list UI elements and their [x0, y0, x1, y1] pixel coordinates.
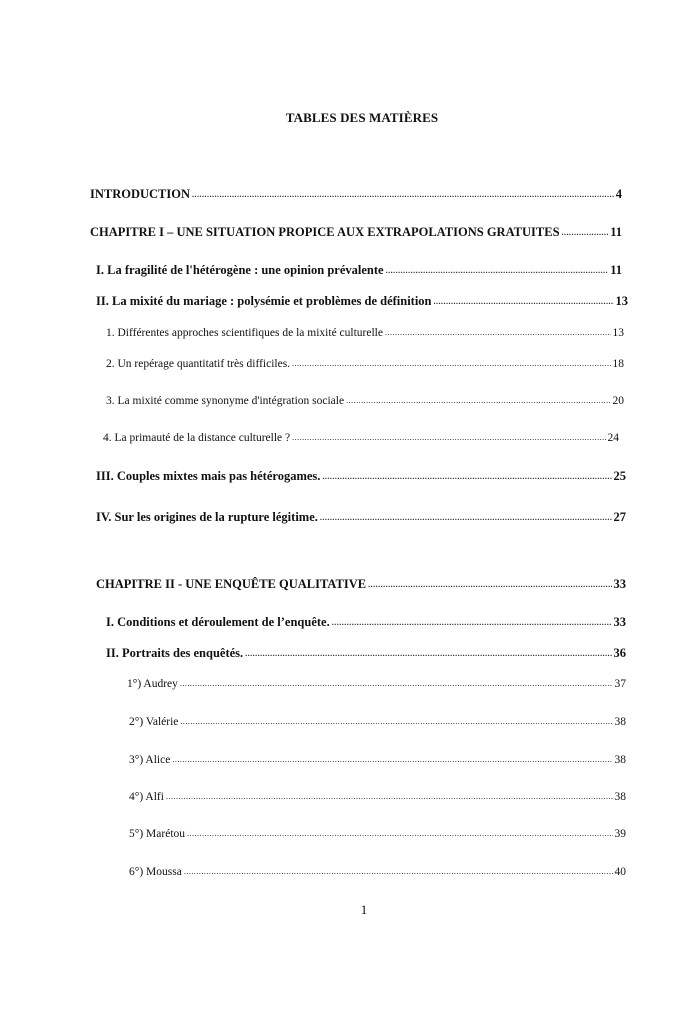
dot-leader [346, 393, 610, 409]
toc-entry-page: 33 [613, 577, 626, 591]
toc-entry-page: 11 [610, 225, 622, 239]
toc-entry-section-2-1 [106, 614, 626, 632]
toc-entry-page: 13 [615, 294, 628, 308]
toc-entry-page: 37 [614, 678, 626, 690]
dot-leader [368, 577, 611, 593]
toc-entry-section-1-2 [96, 293, 628, 311]
toc-entry-section-2-2 [106, 645, 626, 663]
toc-entry-portrait-moussa [129, 864, 626, 881]
toc-entry-label: CHAPITRE I – UNE SITUATION PROPICE AUX EXTRAPOLATIONS GRATUITES [90, 225, 560, 239]
dot-leader [184, 864, 613, 880]
toc-entry-portrait-audrey [127, 676, 626, 693]
toc-title: TABLES DES MATIÈRES [285, 110, 439, 125]
dot-leader [180, 714, 612, 730]
toc-entry-label: 4°) Alfi [129, 791, 164, 803]
toc-entry-section-1-4 [96, 509, 626, 527]
dot-leader [172, 752, 612, 768]
toc-entry-subsection-2 [106, 356, 624, 373]
toc-entry-chapitre-1 [90, 224, 622, 242]
toc-entry-label: CHAPITRE II - UNE ENQUÊTE QUALITATIVE [96, 577, 367, 591]
toc-entry-label: 3°) Alice [129, 754, 171, 766]
dot-leader [292, 430, 605, 446]
toc-entry-label: INTRODUCTION [90, 187, 191, 201]
dot-leader [292, 356, 610, 372]
toc-entry-label: 1. Différentes approches scientifiques de la mixité culturelle [106, 327, 383, 339]
dot-leader [245, 646, 611, 662]
toc-entry-page: 38 [614, 716, 626, 728]
dot-leader [322, 469, 611, 485]
toc-entry-page: 11 [610, 263, 622, 277]
toc-entry-page: 25 [613, 469, 626, 483]
toc-entry-label: I. Conditions et déroulement de l’enquête. [106, 615, 330, 629]
toc-entry-page: 20 [612, 395, 624, 407]
toc-entry-label: 4. La primauté de la distance culturelle ? [103, 432, 291, 444]
toc-entry-page: 18 [612, 358, 624, 370]
toc-entry-label: 3. La mixité comme synonyme d'intégration sociale [106, 395, 345, 407]
toc-entry-portrait-alfi [129, 789, 626, 806]
toc-entry-label: IV. Sur les origines de la rupture légitime. [96, 510, 318, 524]
toc-entry-label: II. Portraits des enquêtés. [106, 646, 244, 660]
toc-entry-page: 36 [613, 646, 626, 660]
dot-leader [385, 325, 611, 341]
toc-entry-page: 40 [614, 866, 626, 878]
toc-entry-introduction [90, 186, 622, 204]
toc-entry-subsection-4 [103, 430, 619, 447]
toc-entry-label: II. La mixité du mariage : polysémie et problèmes de définition [96, 294, 432, 308]
toc-entry-page: 13 [612, 327, 624, 339]
toc-entry-page: 24 [607, 432, 619, 444]
dot-leader [434, 294, 614, 310]
toc-entry-page: 38 [614, 754, 626, 766]
dot-leader [166, 789, 613, 805]
toc-entry-label: 2. Un repérage quantitatif très difficiles. [106, 358, 291, 370]
toc-entry-subsection-1 [106, 325, 624, 342]
toc-entry-page: 39 [614, 828, 626, 840]
toc-entry-label: 1°) Audrey [127, 678, 178, 690]
toc-entry-label: III. Couples mixtes mais pas hétérogames. [96, 469, 321, 483]
toc-entry-label: 5°) Marétou [129, 828, 186, 840]
toc-entry-section-1-1 [96, 262, 622, 280]
dot-leader [320, 510, 612, 526]
toc-entry-subsection-3 [106, 393, 624, 410]
toc-entry-page: 33 [613, 615, 626, 629]
dot-leader [180, 676, 613, 692]
dot-leader [187, 826, 612, 842]
toc-entry-page: 38 [614, 791, 626, 803]
toc-entry-page: 27 [613, 510, 626, 524]
toc-entry-label: 2°) Valérie [129, 716, 179, 728]
toc-entry-chapitre-2 [96, 576, 626, 594]
toc-entry-page: 4 [615, 187, 622, 201]
dot-leader [562, 225, 609, 241]
toc-entry-label: 6°) Moussa [129, 866, 182, 878]
dot-leader [386, 263, 609, 279]
toc-entry-section-1-3 [96, 468, 626, 486]
toc-entry-label: I. La fragilité de l'hétérogène : une opinion prévalente [96, 263, 384, 277]
dot-leader [192, 187, 614, 203]
toc-entry-portrait-alice [129, 752, 626, 769]
dot-leader [332, 615, 612, 631]
toc-entry-portrait-valerie [129, 714, 626, 731]
toc-entry-portrait-maretou [129, 826, 626, 843]
page-number: 1 [360, 902, 368, 917]
